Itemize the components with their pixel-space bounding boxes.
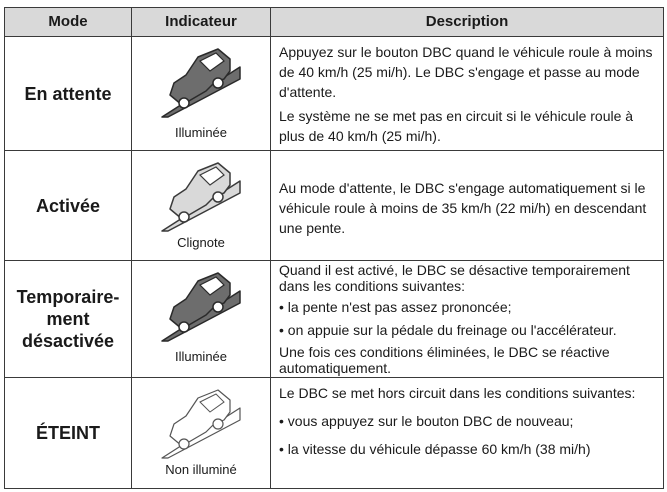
indicator-state-label: Clignote bbox=[177, 235, 225, 250]
description-text: Au mode d'attente, le DBC s'engage automatiquement si le véhicule roule à moins de 35 km/h (22 mi/h) en descendant une pente. bbox=[279, 180, 647, 236]
description-text: Une fois ces conditions éliminées, le DBC se réactive automatiquement. bbox=[279, 344, 610, 376]
description-standby bbox=[279, 42, 661, 146]
mode-active: Activée bbox=[35, 195, 101, 216]
description-active bbox=[279, 178, 661, 238]
description-bullet: • on appuie sur la pédale du freinage ou l'accélérateur. bbox=[279, 322, 617, 338]
header-indicator: Indicateur bbox=[165, 13, 237, 30]
mode-off: ÉTEINT bbox=[35, 423, 100, 443]
header-mode: Mode bbox=[48, 13, 88, 30]
header-description: Description bbox=[425, 13, 509, 30]
indicator-cell-active bbox=[132, 151, 270, 260]
dbc-car-slope-icon bbox=[160, 271, 242, 343]
indicator-state-label: Non illuminé bbox=[165, 462, 237, 477]
dbc-car-slope-icon bbox=[160, 161, 242, 233]
description-bullet: • la vitesse du véhicule dépasse 60 km/h (38 mi/h) bbox=[279, 441, 591, 457]
description-temporarily-disabled bbox=[279, 262, 661, 376]
mode-line: ment bbox=[46, 309, 90, 329]
mode-standby: En attente bbox=[24, 83, 112, 104]
dbc-mode-table bbox=[4, 7, 664, 489]
mode-line: désactivée bbox=[21, 331, 115, 351]
indicator-cell-temporarily-disabled bbox=[132, 261, 270, 377]
indicator-state-label: Illuminée bbox=[174, 125, 228, 140]
description-off bbox=[279, 383, 661, 459]
description-bullet: • la pente n'est pas assez prononcée; bbox=[279, 299, 512, 315]
description-text: Le DBC se met hors circuit dans les conditions suivantes: bbox=[279, 385, 636, 401]
indicator-cell-standby bbox=[132, 37, 270, 150]
mode-line: Temporaire- bbox=[16, 287, 120, 307]
mode-temporarily-disabled bbox=[5, 261, 131, 377]
indicator-state-label: Illuminée bbox=[174, 349, 228, 364]
dbc-car-slope-icon bbox=[160, 47, 242, 119]
description-text: Appuyez sur le bouton DBC quand le véhicule roule à moins de 40 km/h (25 mi/h). Le DBC s'engage et passe au mode d'attente. bbox=[279, 44, 653, 100]
description-text: Quand il est activé, le DBC se désactive temporairement dans les conditions suivantes: bbox=[279, 262, 630, 294]
indicator-cell-off bbox=[132, 378, 270, 488]
dbc-car-slope-icon bbox=[160, 388, 242, 460]
column-divider bbox=[270, 8, 271, 488]
description-text: Le système ne se met pas en circuit si le véhicule roule à plus de 40 km/h (25 mi/h). bbox=[279, 108, 634, 144]
description-bullet: • vous appuyez sur le bouton DBC de nouveau; bbox=[279, 413, 574, 429]
